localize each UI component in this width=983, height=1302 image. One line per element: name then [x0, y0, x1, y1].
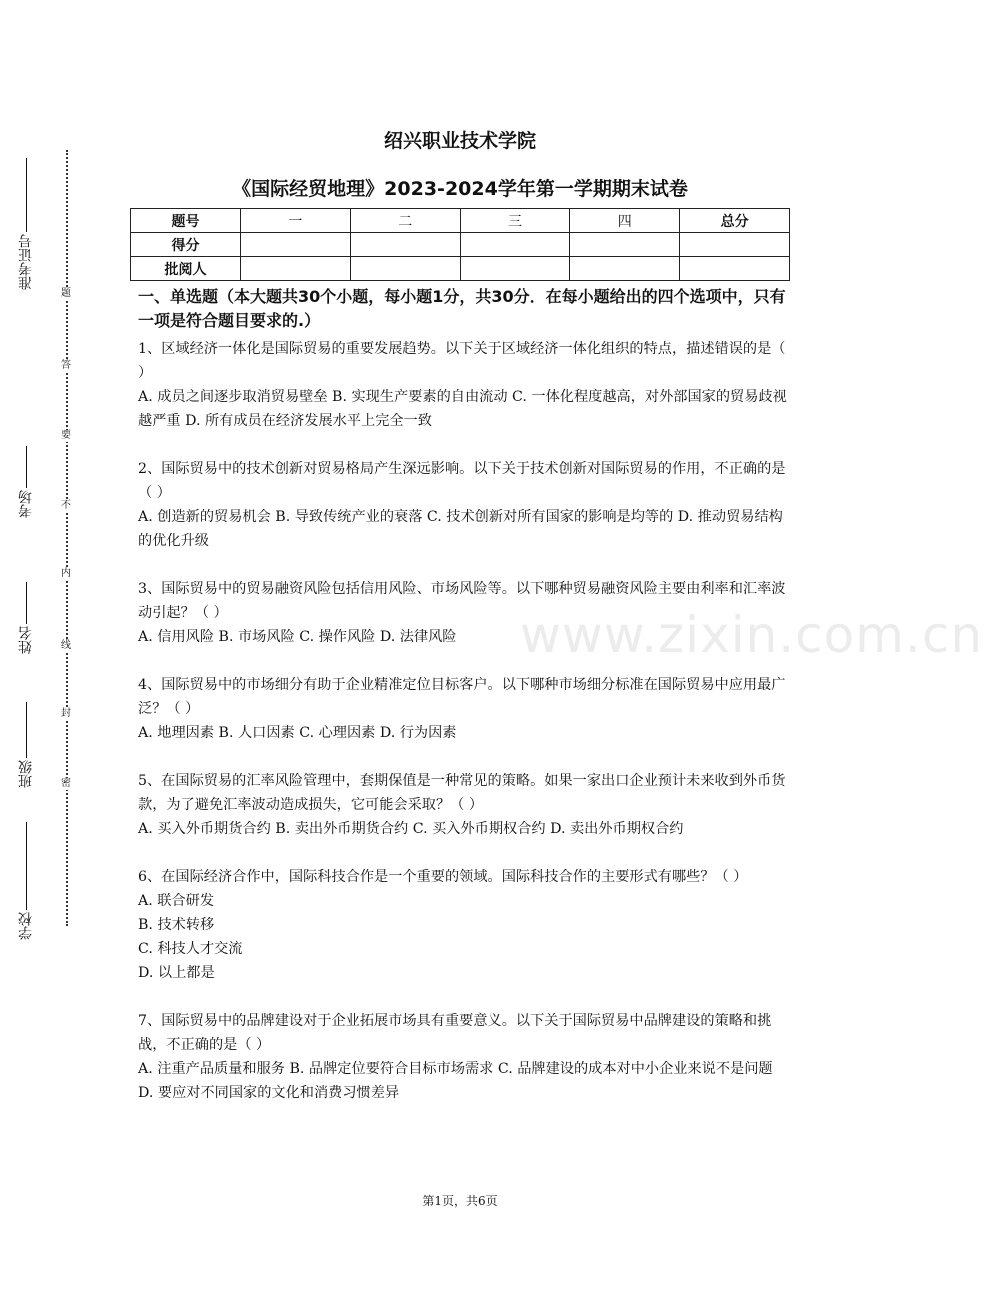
seal-char: 内 [58, 568, 74, 580]
question-stem: 3、国际贸易中的贸易融资风险包括信用风险、市场风险等。以下哪种贸易融资风险主要由利率和汇率波动引起？（ ） [138, 581, 786, 621]
score-table-row [131, 233, 790, 257]
question-option: D. 以上都是 [138, 965, 215, 981]
score-cell[interactable] [460, 233, 570, 257]
name-blank[interactable] [25, 582, 27, 624]
watermark: www.zixin.com.cn [520, 606, 983, 664]
exam-title: 《国际经贸地理》2023-2024学年第一学期期末试卷 [232, 178, 688, 200]
seal-char: 线 [58, 640, 74, 652]
score-cell[interactable] [241, 233, 351, 257]
score-cell[interactable] [680, 233, 790, 257]
question-option: B. 技术转移 [138, 917, 215, 933]
question-item [138, 457, 788, 553]
question-stem: 4、国际贸易中的市场细分有助于企业精准定位目标客户。以下哪种市场细分标准在国际贸易中应用最广泛？（ ） [138, 677, 786, 717]
question-options: A. 买入外币期货合约 B. 卖出外币期货合约 C. 买入外币期权合约 D. 卖出外币期权合约 [138, 821, 684, 837]
name-field [18, 582, 34, 654]
name-label: 姓名 [18, 626, 34, 654]
seal-char: 要 [58, 430, 74, 442]
question-options: A. 创造新的贸易机会 B. 导致传统产业的衰落 C. 技术创新对所有国家的影响是均等的 D. 推动贸易结构的优化升级 [138, 509, 783, 549]
question-options: A. 信用风险 B. 市场风险 C. 操作风险 D. 法律风险 [138, 629, 457, 645]
score-cell[interactable] [350, 233, 460, 257]
question-options: A. 成员之间逐步取消贸易壁垒 B. 实现生产要素的自由流动 C. 一体化程度越高，对外部国家的贸易歧视越严重 D. 所有成员在经济发展水平上完全一致 [138, 389, 787, 429]
score-row-label: 批阅人 [131, 257, 241, 281]
school-name: 绍兴职业技术学院 [383, 130, 536, 152]
question-stem: 5、在国际贸易的汇率风险管理中，套期保值是一种常见的策略。如果一家出口企业预计未来收到外币货款，为了避免汇率波动造成损失，它可能会采取？（ ） [138, 773, 786, 813]
grader-cell[interactable] [680, 257, 790, 281]
question-options: A. 地理因素 B. 人口因素 C. 心理因素 D. 行为因素 [138, 725, 457, 741]
seal-char: 封 [58, 708, 74, 720]
school-label: 学校 [18, 912, 34, 940]
class-field [18, 702, 34, 788]
exam-room-label: 考场 [18, 490, 34, 518]
question-section [138, 285, 788, 1129]
seal-char: 密 [58, 778, 74, 790]
question-option: A. 联合研发 [138, 893, 215, 909]
question-stem: 2、国际贸易中的技术创新对贸易格局产生深远影响。以下关于技术创新对国际贸易的作用，不正确的是（ ） [138, 461, 786, 501]
score-header-cell: 一 [241, 209, 351, 233]
question-item [138, 337, 788, 433]
question-stem: 1、区域经济一体化是国际贸易的重要发展趋势。以下关于区域经济一体化组织的特点，描述错误的是（ ） [138, 341, 786, 381]
question-stem: 6、在国际经济合作中，国际科技合作是一个重要的领域。国际科技合作的主要形式有哪些？（ ） [138, 869, 748, 885]
grader-cell[interactable] [460, 257, 570, 281]
score-cell[interactable] [570, 233, 680, 257]
question-stem: 7、国际贸易中的品牌建设对于企业拓展市场具有重要意义。以下关于国际贸易中品牌建设的策略和挑战，不正确的是（ ） [138, 1013, 772, 1053]
grader-cell[interactable] [350, 257, 460, 281]
score-header-cell: 三 [460, 209, 570, 233]
question-item [138, 1009, 788, 1105]
page-footer: 第1页，共6页 [422, 1194, 498, 1208]
question-item [138, 865, 788, 985]
grader-cell[interactable] [570, 257, 680, 281]
school-field [18, 822, 34, 940]
exam-number-label: 准考证号 [18, 234, 34, 290]
seal-char: 不 [58, 500, 74, 512]
seal-char: 题 [58, 288, 74, 300]
school-blank[interactable] [25, 822, 27, 910]
section-heading: 一、单选题（本大题共30个小题，每小题1分，共30分．在每小题给出的四个选项中，只有一项是符合题目要求的.） [138, 287, 786, 330]
exam-room-blank[interactable] [25, 446, 27, 488]
grader-cell[interactable] [241, 257, 351, 281]
score-table-header-row [131, 209, 790, 233]
score-row-label: 得分 [131, 233, 241, 257]
score-header-cell: 题号 [131, 209, 241, 233]
score-header-cell: 总分 [680, 209, 790, 233]
seal-dotted-line [66, 150, 68, 926]
score-header-cell: 二 [350, 209, 460, 233]
seal-char: 答 [58, 360, 74, 372]
class-blank[interactable] [25, 702, 27, 758]
score-header-cell: 四 [570, 209, 680, 233]
exam-room-field [18, 446, 34, 518]
question-item [138, 769, 788, 841]
question-options: A. 注重产品质量和服务 B. 品牌定位要符合目标市场需求 C. 品牌建设的成本对中小企业来说不是问题 D. 要应对不同国家的文化和消费习惯差异 [138, 1061, 773, 1101]
score-table [130, 208, 790, 281]
score-table-row [131, 257, 790, 281]
question-option: C. 科技人才交流 [138, 941, 243, 957]
question-item [138, 673, 788, 745]
class-label: 班级 [18, 760, 34, 788]
